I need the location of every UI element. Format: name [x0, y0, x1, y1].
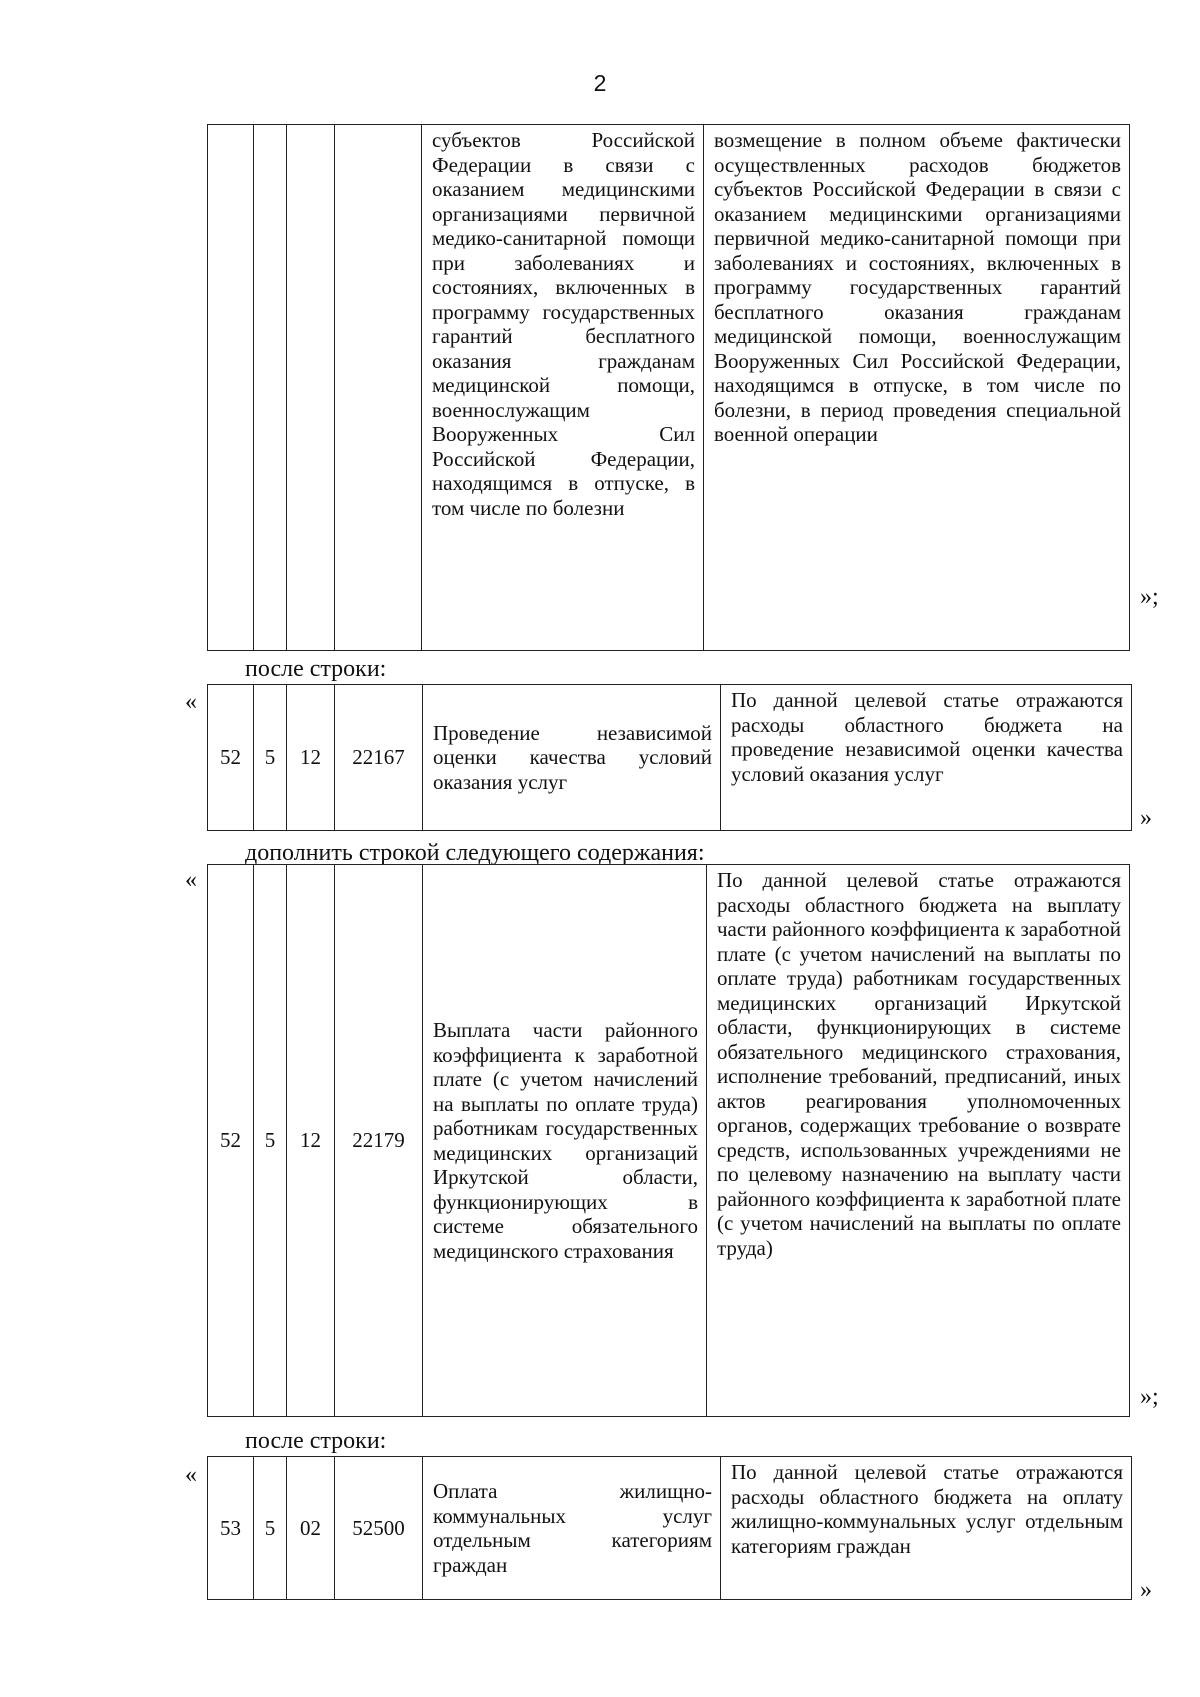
table-after-row	[207, 684, 1132, 831]
table-continued-row	[207, 124, 1130, 651]
article-description-cell: По данной целевой статье отражаются расходы областного бюджета на проведение независимой оценки качества условий оказания услуг	[721, 685, 1132, 831]
table-new-row	[207, 864, 1130, 1417]
code-cell: 52	[208, 685, 254, 831]
table-row	[208, 1457, 1132, 1600]
code-cell: 5	[254, 1457, 287, 1600]
code-cell: 53	[208, 1457, 254, 1600]
table-after-row	[207, 1456, 1132, 1600]
article-name-cell: Оплата жилищно-коммунальных услуг отдельным категориям граждан	[423, 1457, 721, 1600]
code-cell: 02	[287, 1457, 335, 1600]
article-name-cell: Проведение независимой оценки качества условий оказания услуг	[423, 685, 721, 831]
table-row	[208, 865, 1130, 1417]
closing-quote: »	[1140, 805, 1152, 831]
instruction-label: дополнить строкой следующего содержания:	[245, 840, 705, 866]
code-cell	[208, 125, 254, 651]
article-name-cell: субъектов Российской Федерации в связи с оказанием медицинскими организациями первичной медико-санитарной помощи при заболеваниях и состояниях, включенных в программу государственных гарантий бесплатного оказания гражданам медицинской помощи, военнослужащим Вооруженных Сил Российской Федерации, находящимся в отпуске, в том числе по болезни	[422, 125, 704, 651]
closing-quote: »;	[1140, 584, 1159, 610]
code-cell	[254, 125, 287, 651]
instruction-label: после строки:	[245, 1428, 387, 1454]
page-number: 2	[593, 70, 607, 96]
code-cell: 5	[254, 865, 287, 1417]
opening-quote: «	[185, 867, 197, 893]
article-name-cell: Выплата части районного коэффициента к заработной плате (с учетом начислений на выплаты по оплате труда) работникам государственных медицинских организаций Иркутской области, функционирующих в системе обязательного медицинского страхования	[423, 865, 707, 1417]
code-cell: 5	[254, 685, 287, 831]
instruction-label: после строки:	[245, 656, 387, 682]
closing-quote: »	[1140, 1577, 1152, 1603]
code-cell: 52	[208, 865, 254, 1417]
code-cell: 12	[287, 865, 335, 1417]
table-row	[208, 125, 1130, 651]
code-cell: 22179	[335, 865, 423, 1417]
table-row	[208, 685, 1132, 831]
code-cell	[335, 125, 422, 651]
code-cell: 52500	[335, 1457, 423, 1600]
article-description-cell: По данной целевой статье отражаются расходы областного бюджета на выплату части районного коэффициента к заработной плате (с учетом начислений на выплаты по оплате труда) работникам государственных медицинских организаций Иркутской области, функционирующих в системе обязательного медицинского страхования, исполнение требований, предписаний, иных актов реагирования уполномоченных органов, содержащих требование о возврате средств, использованных учреждениями не по целевому назначению на выплату части районного коэффициента к заработной плате (с учетом начислений на выплаты по оплате труда)	[707, 865, 1130, 1417]
closing-quote: »;	[1140, 1384, 1159, 1410]
opening-quote: «	[185, 689, 197, 715]
opening-quote: «	[185, 1462, 197, 1488]
code-cell: 12	[287, 685, 335, 831]
article-description-cell: возмещение в полном объеме фактически осуществленных расходов бюджетов субъектов Российской Федерации в связи с оказанием медицинскими организациями первичной медико-санитарной помощи при заболеваниях и состояниях, включенных в программу государственных гарантий бесплатного оказания гражданам медицинской помощи, военнослужащим Вооруженных Сил Российской Федерации, находящимся в отпуске, в том числе по болезни, в период проведения специальной военной операции	[704, 125, 1130, 651]
code-cell	[287, 125, 335, 651]
article-description-cell: По данной целевой статье отражаются расходы областного бюджета на оплату жилищно-коммунальных услуг отдельным категориям граждан	[721, 1457, 1132, 1600]
code-cell: 22167	[335, 685, 423, 831]
